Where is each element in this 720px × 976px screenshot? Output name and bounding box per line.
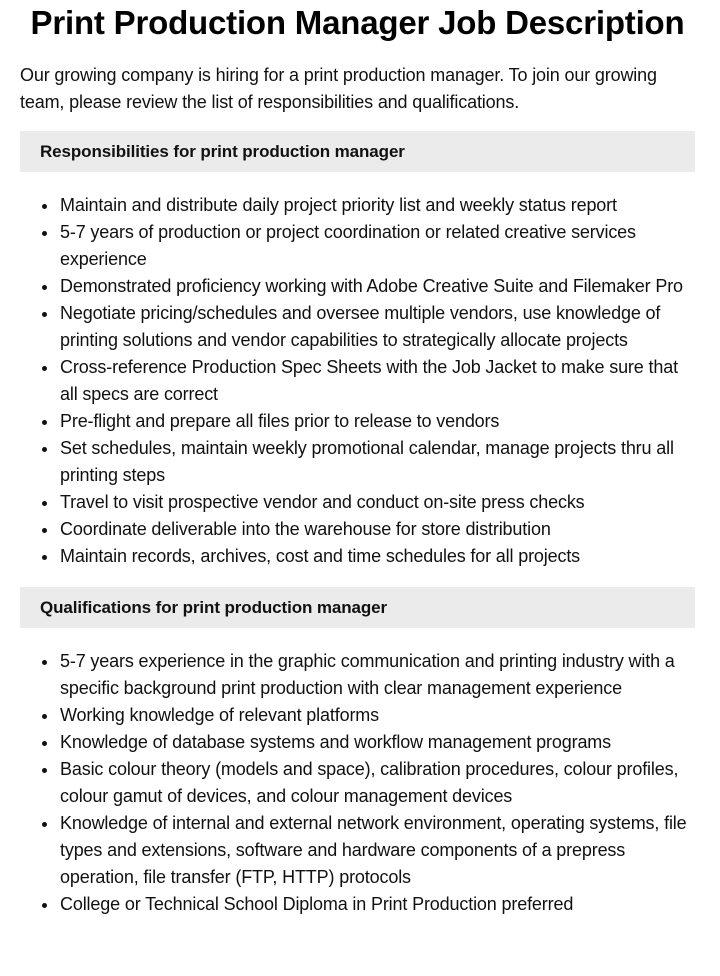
list-item-text: 5-7 years of production or project coordination or related creative services experience [60,222,636,269]
bullet-icon [42,420,47,425]
page-title: Print Production Manager Job Description [30,4,685,41]
bullet-icon [42,231,47,236]
list-item-text: Pre-flight and prepare all files prior to release to vendors [60,411,500,431]
qualifications-heading: Qualifications for print production manager [40,597,388,617]
list-item-text: Cross-reference Production Spec Sheets with the Job Jacket to make sure that all specs are correct [60,357,678,404]
qualifications-list [20,648,695,918]
bullet-icon [42,903,47,908]
bullet-icon [42,501,47,506]
list-item-text: Travel to visit prospective vendor and conduct on-site press checks [60,492,585,512]
bullet-icon [42,555,47,560]
list-item [20,891,695,918]
list-item-text: Basic colour theory (models and space), calibration procedures, colour profiles, colour gamut of devices, and colour management devices [60,759,679,806]
bullet-icon [42,822,47,827]
list-item-text: Knowledge of internal and external network environment, operating systems, file types and extensions, software and hardware components of a prepress operation, file transfer (FTP, HTTP) protocols [60,813,687,887]
responsibilities-header [20,131,695,172]
bullet-icon [42,660,47,665]
bullet-icon [42,204,47,209]
bullet-icon [42,447,47,452]
list-item [20,729,695,756]
responsibilities-list [20,192,695,570]
bullet-icon [42,285,47,290]
list-item-text: Demonstrated proficiency working with Adobe Creative Suite and Filemaker Pro [60,276,683,296]
bullet-icon [42,768,47,773]
responsibilities-heading: Responsibilities for print production manager [40,141,405,161]
list-item-text: Maintain records, archives, cost and time schedules for all projects [60,546,581,566]
bullet-icon [42,741,47,746]
list-item [20,192,695,219]
qualifications-header [20,587,695,628]
list-item-text: 5-7 years experience in the graphic communication and printing industry with a specific background print production with clear management experience [60,651,675,698]
list-item [20,810,695,891]
bullet-icon [42,528,47,533]
list-item [20,489,695,516]
list-item-text: Knowledge of database systems and workflow management programs [60,732,611,752]
list-item [20,354,695,408]
list-item-text: Set schedules, maintain weekly promotional calendar, manage projects thru all printing steps [60,438,674,485]
list-item [20,648,695,702]
list-item-text: Working knowledge of relevant platforms [60,705,379,725]
list-item [20,702,695,729]
list-item [20,300,695,354]
list-item [20,543,695,570]
list-item [20,408,695,435]
list-item [20,435,695,489]
bullet-icon [42,366,47,371]
list-item [20,756,695,810]
list-item [20,516,695,543]
list-item-text: College or Technical School Diploma in Print Production preferred [60,894,574,914]
list-item-text: Coordinate deliverable into the warehouse for store distribution [60,519,551,539]
list-item [20,273,695,300]
bullet-icon [42,714,47,719]
list-item-text: Maintain and distribute daily project priority list and weekly status report [60,195,617,215]
list-item-text: Negotiate pricing/schedules and oversee multiple vendors, use knowledge of printing solutions and vendor capabilities to strategically allocate projects [60,303,661,350]
list-item [20,219,695,273]
intro-paragraph: Our growing company is hiring for a print production manager. To join our growing team, please review the list of responsibilities and qualifications. [20,65,657,112]
bullet-icon [42,312,47,317]
